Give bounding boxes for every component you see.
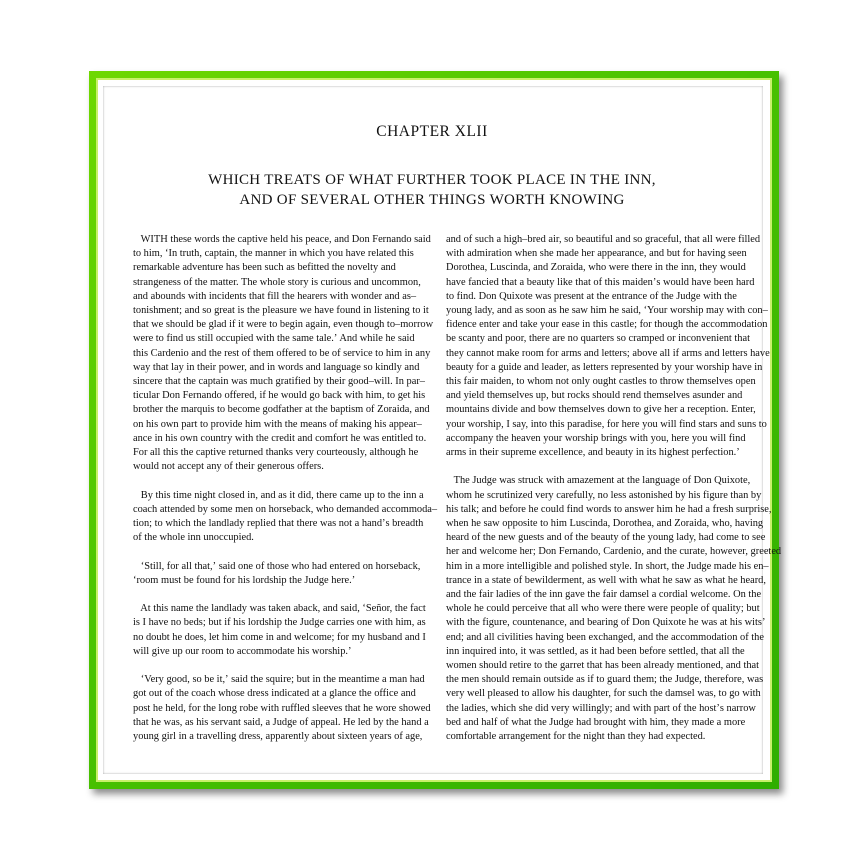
text-line: end; and all civilities having been exchanged, and the accommodation of the — [446, 631, 764, 643]
paragraph — [133, 233, 434, 474]
text-line: The Judge was struck with amazement at the language of Don Quixote, — [446, 475, 751, 487]
text-line: inn inquired into, it was settled, as it had been before settled, that all the — [446, 645, 745, 657]
paragraph — [446, 474, 782, 744]
chapter-heading — [0, 170, 864, 210]
paragraph — [133, 673, 431, 744]
chapter-heading-line: WHICH TREATS OF WHAT FURTHER TOOK PLACE IN THE INN, — [208, 172, 656, 188]
text-line: remarkable adventure has been such as befitted the novelty and — [133, 262, 396, 274]
text-line: with admiration when she made her appearance, and but for having seen — [446, 248, 747, 260]
paragraph — [133, 489, 438, 546]
text-line: ticular Don Fernando offered, if he would go back with him, to get his — [133, 390, 426, 402]
text-line: to him, ʻIn truth, captain, the manner in which you have related this — [133, 248, 414, 260]
text-line: and the fair ladies of the inn gave the fair damsel a cordial welcome. On the — [446, 589, 762, 601]
text-line: and abounds with incidents that fill the hearers with wonder and as– — [133, 290, 417, 302]
text-line: mountains divide and bow themselves down to give her a reception. Enter, — [446, 404, 756, 416]
text-line: At this name the landlady was taken aback, and said, ʻSeñor, the fact — [133, 603, 426, 615]
text-line: and of such a high–bred air, so beautiful and so graceful, that all were filled — [446, 234, 761, 245]
text-line: bed and half of what the Judge had brought with him, they made a more — [446, 716, 746, 728]
text-line: post he held, for the long robe with ruffled sleeves that he wore showed — [133, 702, 431, 714]
text-line: the men should remain outside as if to guard them; the Judge, therefore, was — [446, 674, 764, 686]
text-line: and yield themselves up, but rocks should rend themselves asunder and — [446, 390, 743, 402]
text-line: with the figure, countenance, and bearing of Don Quixote he was at his witsʼ — [446, 617, 766, 629]
text-line: they cannot make room for arms and letters; above all if arms and letters have — [446, 347, 770, 359]
text-line: strangeness of the matter. The whole story is curious and uncommon, — [133, 276, 421, 288]
text-line: ʻVery good, so be it,ʼ said the squire; but in the meantime a man had — [133, 674, 425, 686]
text-line: this Cardenio and the rest of them offered to be of service to him in any — [133, 347, 431, 359]
text-line: that we should be glad if it were to begin again, even though to–morrow — [133, 319, 434, 331]
text-line: will give up our room to accommodate his worship.ʼ — [133, 645, 352, 657]
text-line: of the whole inn unoccupied. — [133, 532, 254, 544]
text-line: tonishment; and so great is the pleasure we have found in listening to it — [133, 305, 429, 317]
text-line: have fancied that a beauty like that of this maidenʼs would have been hard — [446, 276, 755, 288]
text-line: coach attended by some men on horseback, who demanded accommoda– — [133, 503, 438, 515]
text-line: no doubt he does, let him come in and welcome; for my husband and I — [133, 631, 426, 643]
text-line: her and welcome her; Don Fernando, Cardenio, and the curate, however, greeted — [446, 546, 782, 558]
text-line: your worship, I say, into this paradise, for here you will find stars and suns to — [446, 418, 767, 430]
text-line: young lady, and as soon as he saw him he said, ʻYour worship may with con– — [446, 305, 768, 317]
text-line: whom he scrutinized very carefully, no less astonished by his figure than by — [446, 489, 762, 501]
text-line: For all this the captive returned thanks very courteously, although he — [133, 447, 419, 459]
text-line: accompany the heaven your worship brings with you, here you will find — [446, 432, 746, 444]
text-line: heard of the new guests and of the beauty of the young lady, had come to see — [446, 532, 766, 544]
text-line: ʻroom must be found for his lordship the Judge here.ʼ — [133, 574, 356, 586]
text-line: ʻStill, for all that,ʼ said one of those who had entered on horseback, — [133, 560, 421, 572]
text-line: were to find us still occupied with the same tale.ʼ And while he said — [133, 333, 415, 345]
text-line: him in a more intelligible and polished style. In short, the Judge made his en– — [446, 560, 769, 572]
text-line: on his own part to provide him with the means of making his appear– — [133, 418, 422, 430]
text-line: ance in his own country with the credit and comfort he was entitled to. — [133, 432, 427, 444]
text-line: brother the marquis to become godfather at the baptism of Zoraida, and — [133, 404, 430, 416]
paragraph — [133, 602, 426, 659]
text-line: beauty for a guide and leader, as letters represented by your worship have in — [446, 361, 763, 373]
text-line: be scanty and poor, there are no quarters so cramped or inconvenient that — [446, 333, 750, 345]
text-line: would not accept any of their generous offers. — [133, 461, 324, 473]
paragraph — [446, 233, 770, 460]
text-line: this fair maiden, to whom not only ought castles to throw themselves open — [446, 376, 756, 388]
text-line: sincere that the captain was much gratified by their good–will. In par– — [133, 376, 425, 388]
text-line: way that lay in their power, and in words and language so kindly and — [133, 361, 420, 373]
text-line: whole he could perceive that all who were there were people of quality; but — [446, 603, 760, 615]
text-line: very well pleased to allow his daughter, for such the damsel was, to go with — [446, 688, 761, 700]
left-text-column — [133, 233, 438, 758]
text-line: young girl in a travelling dress, apparently about sixteen years of age, — [133, 731, 423, 743]
text-line: WITH these words the captive held his peace, and Don Fernando said — [133, 234, 431, 245]
text-line: fidence enter and take your ease in this castle; for though the accommodation — [446, 319, 768, 331]
text-line: the ladies, which she did very willingly; and with part of the hostʼs narrow — [446, 702, 756, 714]
chapter-heading-line: AND OF SEVERAL OTHER THINGS WORTH KNOWING — [239, 192, 625, 208]
text-line: his talk; and before he could find words to answer him he had a fresh surprise, — [446, 503, 772, 515]
right-text-column — [446, 233, 782, 758]
text-line: arms in their supreme excellence, and beauty in its highest perfection.ʼ — [446, 447, 740, 459]
text-line: is I have no beds; but if his lordship the Judge carries one with him, as — [133, 617, 426, 629]
paragraph — [133, 560, 423, 588]
text-line: By this time night closed in, and as it did, there came up to the inn a — [133, 489, 424, 501]
text-line: got out of the coach whose dress indicated at a glance the office and — [133, 688, 416, 700]
text-line: when he saw opposite to him Luscinda, Dorothea, and Zoraida, who, having — [446, 518, 764, 530]
text-line: tion; to which the landlady replied that there was not a handʼs breadth — [133, 518, 424, 530]
text-line: to find. Don Quixote was present at the entrance of the Judge with the — [446, 290, 737, 302]
text-line: Dorothea, Luscinda, and Zoraida, who were there in the inn, they would — [446, 262, 746, 274]
text-line: that he was, as his servant said, a Judge of appeal. He led by the hand a — [133, 716, 429, 728]
chapter-title: CHAPTER XLII — [376, 123, 488, 140]
text-line: comfortable arrangement for the night than they had expected. — [446, 731, 706, 743]
text-line: trance in a state of bewilderment, as well with what he saw as what he heard, — [446, 574, 766, 586]
text-line: women should retire to the garret that has been already mentioned, and that — [446, 660, 760, 672]
